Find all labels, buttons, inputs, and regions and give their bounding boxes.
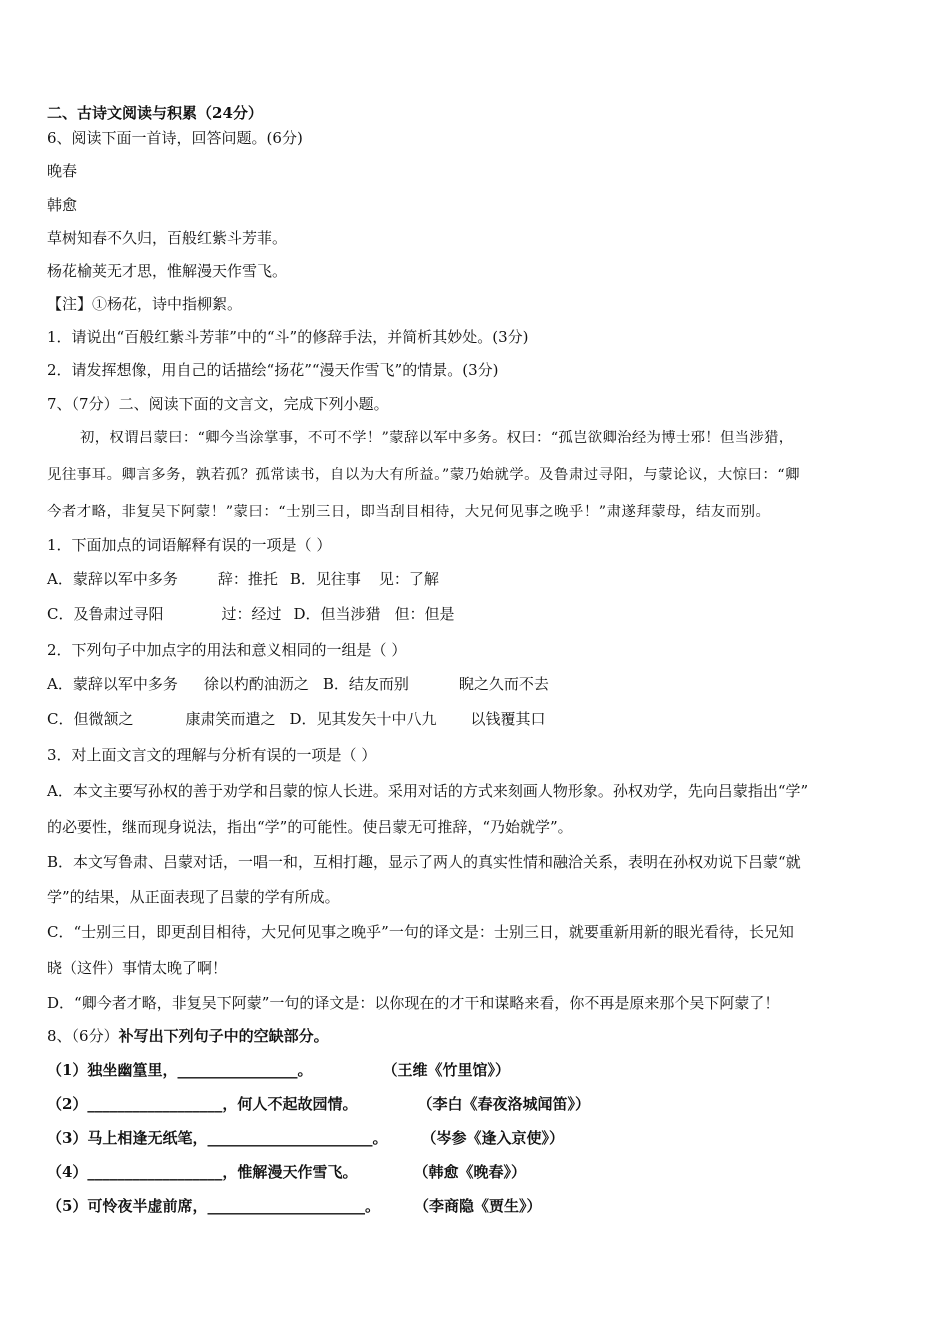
option-c: C．及鲁肃过寻阳 <box>47 605 164 623</box>
q8-item-text: （2）__________________，何人不起故园情。 <box>47 1095 358 1113</box>
q8-prompt <box>47 1026 329 1046</box>
option-d: D．见其发矢十中八九 <box>289 710 437 728</box>
option-d-explanation: 但：但是 <box>394 605 455 623</box>
q8-item-source: （李白《春夜洛城闻笛》） <box>417 1095 590 1113</box>
q7-s3-question: 3．对上面文言文的理解与分析有误的一项是（ ） <box>47 746 377 764</box>
poem-author: 韩愈 <box>47 196 78 214</box>
q8-item-text: （1）独坐幽篁里，________________。 <box>47 1061 313 1079</box>
q8-number: 8、（6分） <box>47 1027 119 1045</box>
q7-s3-b-line1: B．本文写鲁肃、吕蒙对话，一唱一和，互相打趣，显示了两人的真实性情和融洽关系，表明在孙权劝说下吕蒙“就 <box>47 853 801 871</box>
poem-note: 【注】①杨花，诗中指柳絮。 <box>47 295 243 313</box>
q6-prompt: 6、阅读下面一首诗，回答问题。(6分) <box>47 129 303 147</box>
passage-line-2: 见往事耳。卿言多务，孰若孤？孤常读书，自以为大有所益。”蒙乃始就学。及鲁肃过寻阳，与蒙论议，大惊曰：“卿 <box>47 467 801 483</box>
q8-item-5 <box>47 1196 541 1216</box>
option-d-pair: 以钱覆其口 <box>470 710 546 728</box>
q6-sub1: 1．请说出“百般红紫斗芳菲”中的“斗”的修辞手法，并简析其妙处。(3分) <box>47 328 529 346</box>
q7-s2-row-ab <box>47 674 549 694</box>
q7-s3-a-line2: 的必要性，继而现身说法，指出“学”的可能性。使吕蒙无可推辞，“乃始就学”。 <box>47 818 573 836</box>
q8-item-source: （岑参《逢入京使》） <box>421 1129 564 1147</box>
option-b: B．见往事 <box>289 570 361 588</box>
poem-title: 晚春 <box>47 162 78 180</box>
option-c: C．但微颔之 <box>47 710 134 728</box>
q8-item-2 <box>47 1094 590 1114</box>
q8-item-source: （王维《竹里馆》） <box>382 1061 510 1079</box>
option-c-explanation: 过：经过 <box>221 605 282 623</box>
q8-item-text: （4）__________________，惟解漫天作雪飞。 <box>47 1163 358 1181</box>
option-b-explanation: 见：了解 <box>378 570 439 588</box>
option-b: B．结友而别 <box>322 675 409 693</box>
q7-s3-b-line2: 学”的结果，从正面表现了吕蒙的学有所成。 <box>47 888 340 906</box>
option-a: A．蒙辞以军中多务 <box>47 675 178 693</box>
q6-sub2: 2．请发挥想像，用自己的话描绘“扬花”“漫天作雪飞”的情景。(3分) <box>47 361 499 379</box>
q8-item-text: （3）马上相逢无纸笔，______________________。 <box>47 1129 388 1147</box>
option-d: D．但当涉猎 <box>293 605 381 623</box>
q8-item-1 <box>47 1060 510 1080</box>
section-title: 二、古诗文阅读与积累（24分） <box>47 104 263 122</box>
option-a: A．蒙辞以军中多务 <box>47 570 178 588</box>
passage-line-3: 今者才略，非复吴下阿蒙！”蒙曰：“士别三日，即当刮目相待，大兄何见事之晚乎！”肃遂拜蒙母，结友而别。 <box>47 504 771 520</box>
option-a-explanation: 辞：推托 <box>217 570 278 588</box>
passage-line-1: 初，权谓吕蒙曰：“卿今当涂掌事，不可不学！”蒙辞以军中多务。权曰：“孤岂欲卿治经为博士邪！但当涉猎， <box>80 430 794 446</box>
q8-instruction: 补写出下列句子中的空缺部分。 <box>118 1027 329 1045</box>
poem-line-1: 草树知春不久归，百般红紫斗芳菲。 <box>47 229 288 247</box>
q7-s1-question: 1．下面加点的词语解释有误的一项是（ ） <box>47 536 332 554</box>
q7-s1-row-ab <box>47 569 439 589</box>
q8-item-text: （5）可怜夜半虚前席，_____________________。 <box>47 1197 380 1215</box>
q8-item-source: （韩愈《晚春》） <box>413 1163 526 1181</box>
q7-s2-row-cd <box>47 709 546 729</box>
q8-item-4 <box>47 1162 526 1182</box>
poem-line-2: 杨花榆荚无才思，惟解漫天作雪飞。 <box>47 262 288 280</box>
option-b-pair: 睨之久而不去 <box>458 675 549 693</box>
q7-prompt: 7、（7分）二、阅读下面的文言文，完成下列小题。 <box>47 395 389 413</box>
q8-item-source: （李商隐《贾生》） <box>413 1197 542 1215</box>
q7-s3-c-line2: 晓（这件）事情太晚了啊！ <box>47 959 228 977</box>
q7-s3-a-line1: A．本文主要写孙权的善于劝学和吕蒙的惊人长进。采用对话的方式来刻画人物形象。孙权劝学，先向吕蒙指出“学” <box>47 782 809 800</box>
q7-s3-d: D．“卿今者才略，非复吴下阿蒙”一句的译文是：以你现在的才干和谋略来看，你不再是原来那个吴下阿蒙了！ <box>47 994 780 1012</box>
q7-s1-row-cd <box>47 604 455 624</box>
q7-s2-question: 2．下列句子中加点字的用法和意义相同的一组是（ ） <box>47 641 407 659</box>
q8-item-3 <box>47 1128 564 1148</box>
q7-s3-c-line1: C．“士别三日，即更刮目相待，大兄何见事之晚乎”一句的译文是：士别三日，就要重新用新的眼光看待，长兄知 <box>47 923 794 941</box>
option-c-pair: 康肃笑而遣之 <box>185 710 276 728</box>
option-a-pair: 徐以杓酌油沥之 <box>203 675 309 693</box>
